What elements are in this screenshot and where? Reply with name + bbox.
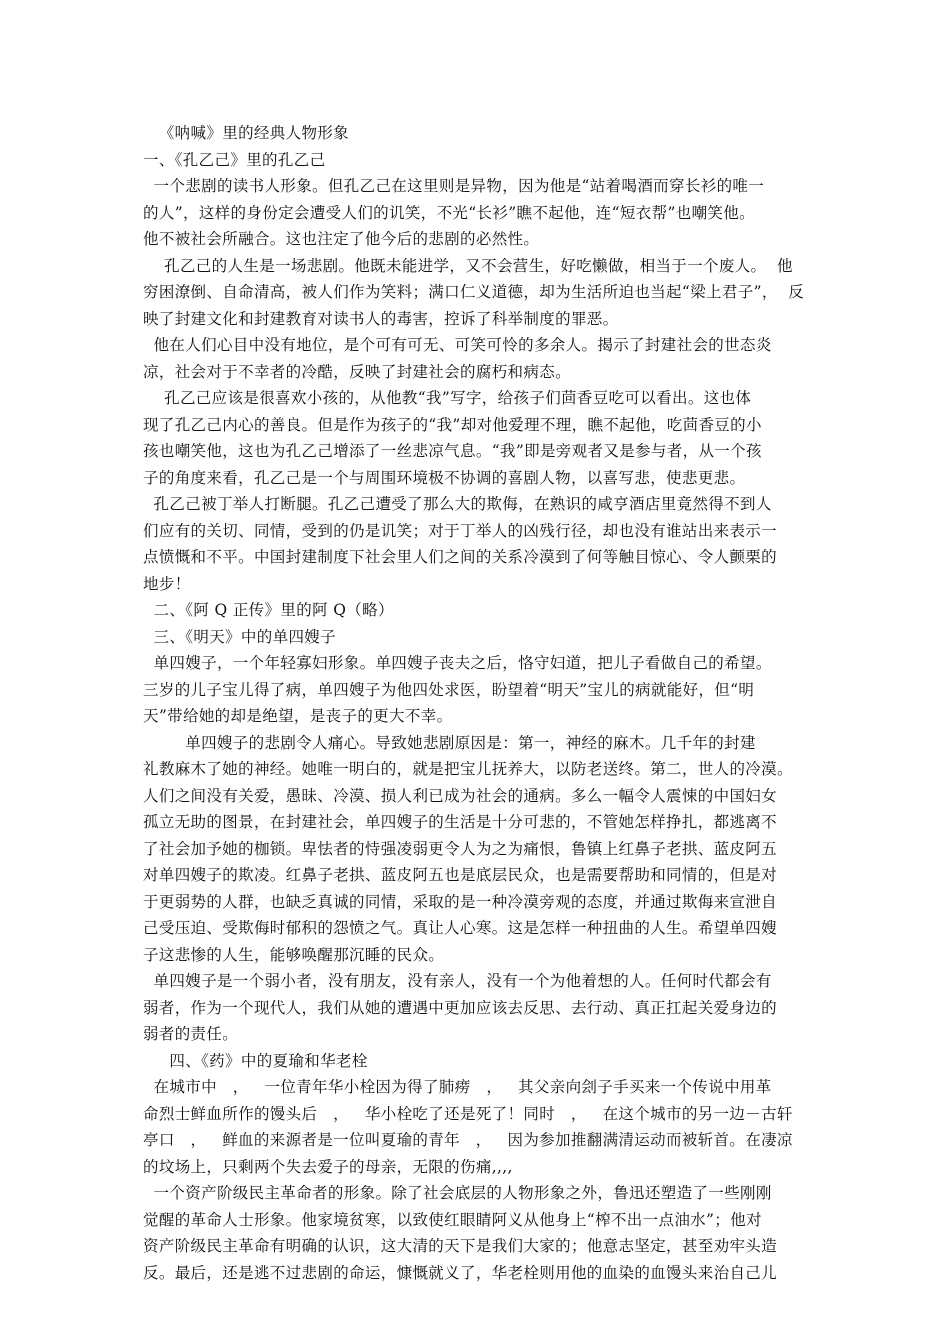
document-body <box>143 120 809 1286</box>
text-line: 礼教麻木了她的神经。她唯一明白的，就是把宝儿抚养大，以防老送终。第二，世人的冷漠。 <box>143 760 793 778</box>
text-line: 三岁的儿子宝儿得了病，单四嫂子为他四处求医，盼望着“明天”宝儿的病就能好，但“明 <box>143 680 755 699</box>
text-line: 他在人们心目中没有地位，是个可有可无、可笑可怜的多余人。揭示了封建社会的世态炎 <box>143 336 772 354</box>
text-line: 亭口 ， 鲜血的来源者是一位叫夏瑜的青年 ， 因为参加推翻满清运动而被斩首。在凄凉 <box>143 1131 793 1149</box>
text-line: 单四嫂子是一个弱小者，没有朋友，没有亲人，没有一个为他着想的人。任何时代都会有 <box>143 972 772 990</box>
text-line: 一个资产阶级民主革命者的形象。除了社会底层的人物形象之外，鲁迅还塑造了一些刚刚 <box>143 1184 772 1202</box>
text-line: 对单四嫂子的欺凌。红鼻子老拱、蓝皮阿五也是底层民众，也是需要帮助和同情的，但是对 <box>143 866 778 884</box>
text-line: 四、《药》中的夏瑜和华老栓 <box>143 1051 368 1070</box>
text-line: 二、《阿 Q 正传》里的阿 Q（略） <box>143 601 394 619</box>
text-line: 孩也嘲笑他，这也为孔乙己增添了一丝悲凉气息。“我”即是旁观者又是参与者，从一个孩 <box>143 442 762 460</box>
text-line: 一、《孔乙己》里的孔乙己 <box>143 150 326 169</box>
text-line: 单四嫂子，一个年轻寡妇形象。单四嫂子丧夫之后，恪守妇道，把儿子看做自己的希望。 <box>143 654 772 672</box>
text-line: 点愤慨和不平。中国封建制度下社会里人们之间的关系冷漠到了何等触目惊心、令人颤栗的 <box>143 548 778 566</box>
text-line: 他不被社会所融合。这也注定了他今后的悲剧的必然性。 <box>143 230 540 248</box>
text-line: 映了封建文化和封建教育对读书人的毒害，控诉了科举制度的罪恶。 <box>143 309 619 328</box>
document-title: 《呐喊》里的经典人物形象 <box>143 124 350 142</box>
text-line: 孔乙己被丁举人打断腿。孔乙己遭受了那么大的欺侮，在熟识的咸亨酒店里竟然得不到人 <box>143 495 772 513</box>
text-line: 于更弱势的人群，也缺乏真诚的同情，采取的是一种冷漠旁观的态度，并通过欺侮来宣泄自 <box>143 892 778 911</box>
text-line: 的坟场上，只剩两个失去爱子的母亲，无限的伤痛,,,, <box>143 1157 513 1176</box>
text-line: 孤立无助的图景，在封建社会，单四嫂子的生活是十分可悲的，不管她怎样挣扎，都逃离不 <box>143 813 778 831</box>
text-line: 弱者，作为一个现代人，我们从她的遭遇中更加应该去反思、去行动、真正扛起关爱身边的 <box>143 998 778 1017</box>
text-line: 三、《明天》中的单四嫂子 <box>143 627 337 646</box>
text-line: 的人”，这样的身份定会遭受人们的讥笑，不光“长衫”瞧不起他，连“短衣帮”也嘲笑他。 <box>143 203 755 222</box>
text-line: 子这悲惨的人生，能够唤醒那沉睡的民众。 <box>143 945 445 964</box>
text-line: 己受压迫、受欺侮时郁积的怨愤之气。真让人心寒。这是怎样一种扭曲的人生。希望单四嫂 <box>143 919 778 937</box>
text-line: 一个悲剧的读书人形象。但孔乙己在这里则是异物，因为他是“站着喝酒而穿长衫的唯一 <box>143 177 765 195</box>
text-line: 命烈士鲜血所作的馒头后 ， 华小栓吃了还是死了！同时 ， 在这个城市的另一边－古轩 <box>143 1104 793 1123</box>
text-line: 凉，社会对于不幸者的冷酷，反映了封建社会的腐朽和病态。 <box>143 362 571 381</box>
text-line: 单四嫂子的悲剧令人痛心。导致她悲剧原因是：第一，神经的麻木。几千年的封建 <box>143 733 756 752</box>
text-line: 子的角度来看，孔乙己是一个与周围环境极不协调的喜剧人物，以喜写悲，使悲更悲。 <box>143 468 746 487</box>
text-line: 弱者的责任。 <box>143 1025 239 1043</box>
text-line: 们应有的关切、同情，受到的仍是讥笑；对于丁举人的凶残行径，却也没有谁站出来表示一 <box>143 521 778 540</box>
text-line: 了社会加予她的枷锁。卑怯者的恃强凌弱更令人为之为痛恨，鲁镇上红鼻子老拱、蓝皮阿五 <box>143 839 778 858</box>
text-line: 在城市中 ， 一位青年华小栓因为得了肺痨 ， 其父亲向刽子手买来一个传说中用革 <box>143 1078 772 1096</box>
text-line: 资产阶级民主革命有明确的认识，这大清的天下是我们大家的；他意志坚定，甚至劝牢头造 <box>143 1237 778 1255</box>
text-line: 地步！ <box>143 574 191 593</box>
text-line: 觉醒的革命人士形象。他家境贫寒，以致使红眼睛阿义从他身上“榨不出一点油水”；他对 <box>143 1210 762 1229</box>
text-line: 现了孔乙己内心的善良。但是作为孩子的“我”却对他爱理不理，瞧不起他，吃茴香豆的小 <box>143 415 762 434</box>
text-line: 穷困潦倒、自命清高，被人们作为笑料；满口仁义道德，却为生活所迫也当起“梁上君子”， 反 <box>143 283 805 301</box>
text-line: 反。最后，还是逃不过悲剧的命运，慷慨就义了，华老栓则用他的血染的血馒头来治自己儿 <box>143 1263 778 1282</box>
text-line: 孔乙己的人生是一场悲剧。他既未能进学，又不会营生，好吃懒做，相当于一个废人。 他 <box>143 256 793 275</box>
text-line: 人们之间没有关爱，愚昧、冷漠、损人利已成为社会的通病。多么一幅令人震悚的中国妇女 <box>143 786 778 805</box>
text-line: 孔乙己应该是很喜欢小孩的，从他教“我”写字，给孩子们茴香豆吃可以看出。这也体 <box>143 389 752 407</box>
text-line: 天”带给她的却是绝望，是丧子的更大不幸。 <box>143 707 453 725</box>
